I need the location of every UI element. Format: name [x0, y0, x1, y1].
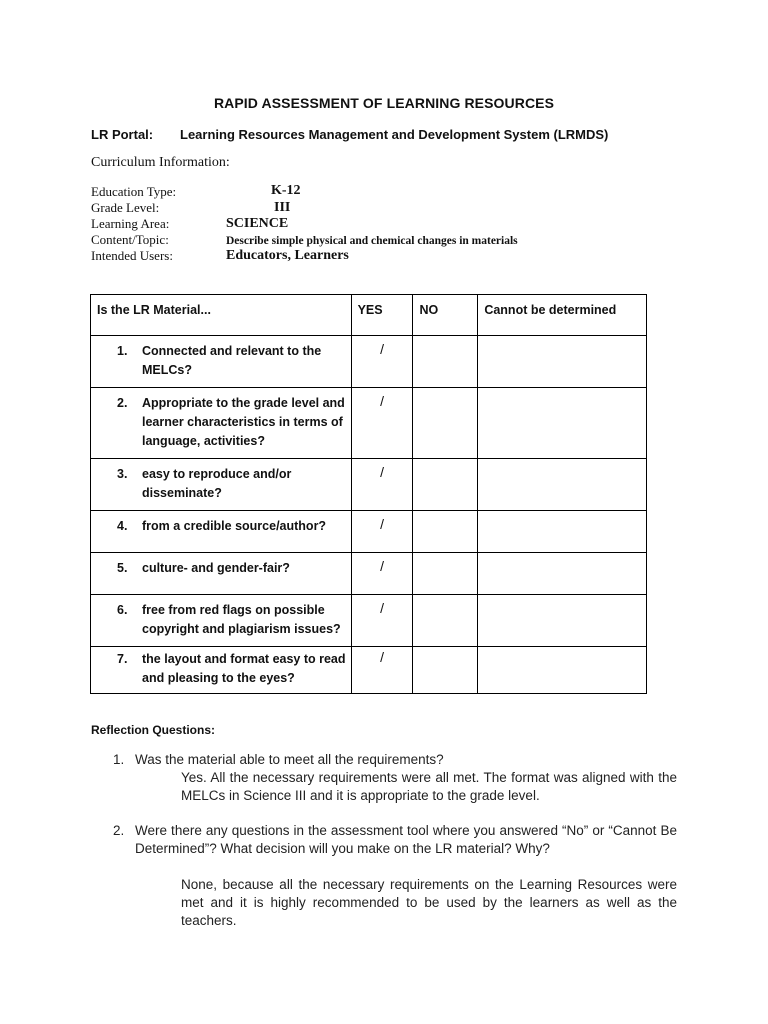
answer-text: Yes. All the necessary requirements were all met. The format was aligned with the MELCs in Science III and it is appropriate to the grade level.: [181, 770, 677, 803]
document-title: RAPID ASSESSMENT OF LEARNING RESOURCES: [213, 95, 555, 111]
row-number: 2.: [117, 396, 128, 410]
yes-cell: /: [351, 647, 413, 694]
curriculum-heading: Curriculum Information:: [91, 155, 230, 170]
row-question: Appropriate to the grade level and learner characteristics in terms of language, activities?: [142, 396, 345, 448]
yes-cell: /: [351, 459, 413, 511]
info-intended-users: [91, 248, 349, 264]
row-number: 7.: [117, 652, 128, 666]
row-number: 5.: [117, 561, 128, 575]
info-value: Describe simple physical and chemical changes in materials: [226, 235, 518, 247]
info-label: Education Type:: [91, 184, 177, 199]
cbd-cell: [478, 511, 647, 553]
lr-portal-label: LR Portal:: [91, 127, 154, 142]
no-cell: [413, 595, 478, 647]
cbd-cell: [478, 336, 647, 388]
yes-cell: /: [351, 511, 413, 553]
table-row: [91, 595, 647, 647]
row-number: 1.: [117, 344, 128, 358]
no-cell: [413, 388, 478, 459]
row-question: from a credible source/author?: [142, 519, 327, 533]
info-label: Content/Topic:: [91, 232, 169, 247]
row-question: easy to reproduce and/or disseminate?: [142, 467, 292, 500]
header-no: NO: [413, 295, 478, 336]
header-material: Is the LR Material...: [91, 295, 352, 336]
no-cell: [413, 459, 478, 511]
info-value: Educators, Learners: [226, 248, 349, 263]
row-question: the layout and format easy to read and pleasing to the eyes?: [142, 652, 346, 685]
table-row: [91, 647, 647, 694]
info-learning-area: [91, 216, 289, 232]
reflection-q2-question: Were there any questions in the assessment tool where you answered “No” or “Cannot Be Determined”? What decision will you make on the LR material? Why?: [135, 823, 677, 856]
row-question: free from red flags on possible copyright and plagiarism issues?: [142, 603, 341, 636]
cbd-cell: [478, 595, 647, 647]
cbd-cell: [478, 388, 647, 459]
info-content-topic: [91, 232, 518, 248]
reflection-q1-answer: [181, 769, 677, 805]
header-cannot-be-determined: Cannot be determined: [478, 295, 647, 336]
table-row: [91, 336, 647, 388]
row-number: 6.: [117, 603, 128, 617]
info-label: Grade Level:: [91, 200, 160, 215]
row-number: 3.: [117, 467, 128, 481]
yes-cell: /: [351, 336, 413, 388]
info-grade-level: [91, 200, 291, 216]
reflection-q2-answer: None, because all the necessary requirements on the Learning Resources were met and it is highly recommended to be used by the learners as well as the teachers.: [181, 877, 677, 928]
no-cell: [413, 553, 478, 595]
reflection-q2-number: 2.: [113, 823, 125, 838]
row-question: Connected and relevant to the MELCs?: [142, 344, 322, 377]
cbd-cell: [478, 459, 647, 511]
no-cell: [413, 647, 478, 694]
info-value: SCIENCE: [226, 216, 289, 231]
yes-cell: /: [351, 595, 413, 647]
info-label: Intended Users:: [91, 248, 173, 263]
reflection-q1-question: Was the material able to meet all the requirements?: [135, 752, 444, 767]
info-label: Learning Area:: [91, 216, 170, 231]
info-value: K-12: [271, 183, 301, 198]
reflection-heading: Reflection Questions:: [91, 723, 216, 737]
info-value: III: [274, 200, 291, 215]
reflection-q1-number: 1.: [113, 752, 125, 767]
lr-portal-value: Learning Resources Management and Development System (LRMDS): [180, 127, 609, 142]
yes-cell: /: [351, 553, 413, 595]
cbd-cell: [478, 647, 647, 694]
table-row: [91, 388, 647, 459]
lr-portal-line: [91, 127, 608, 142]
row-question: culture- and gender-fair?: [142, 561, 290, 575]
table-row: [91, 553, 647, 595]
assessment-table: [90, 294, 647, 694]
info-education-type: [91, 183, 301, 200]
table-row: [91, 511, 647, 553]
yes-cell: /: [351, 388, 413, 459]
no-cell: [413, 336, 478, 388]
table-row: [91, 459, 647, 511]
cbd-cell: [478, 553, 647, 595]
header-yes: YES: [351, 295, 413, 336]
table-header-row: [91, 295, 647, 336]
no-cell: [413, 511, 478, 553]
row-number: 4.: [117, 519, 128, 533]
